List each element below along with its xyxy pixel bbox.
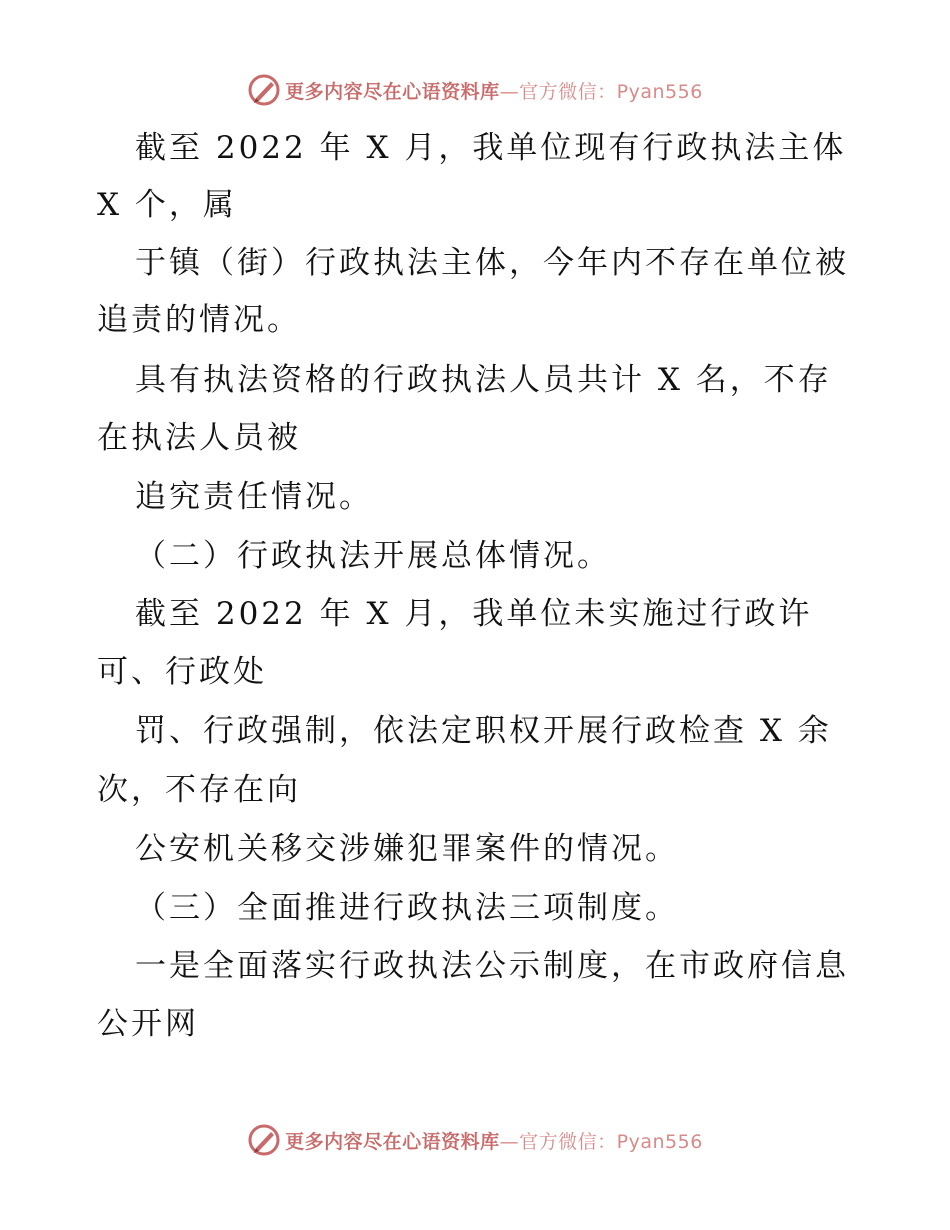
paragraph-line: 于镇（街）行政执法主体，今年内不存在单位被	[135, 245, 849, 281]
section-heading: （二）行政执法开展总体情况。	[135, 538, 611, 574]
pen-logo-icon	[247, 1123, 281, 1157]
watermark-suffix: 官方微信：Pyan556	[519, 1130, 703, 1153]
paragraph-line: 追责的情况。	[97, 302, 301, 338]
paragraph-line: 追究责任情况。	[135, 479, 373, 515]
watermark-text	[285, 1127, 703, 1154]
watermark-brand: 更多内容尽在心语资料库	[285, 1130, 500, 1153]
paragraph-line: 次，不存在向	[97, 772, 301, 808]
paragraph-line: X 个，属	[97, 187, 237, 223]
paragraph-line: 公开网	[97, 1006, 199, 1042]
paragraph-line: 截至 2022 年 X 月，我单位未实施过行政许	[135, 596, 813, 632]
paragraph-line: 在执法人员被	[97, 420, 301, 456]
paragraph-line: 罚、行政强制，依法定职权开展行政检查 X 余	[135, 713, 832, 749]
paragraph-line: 公安机关移交涉嫌犯罪案件的情况。	[135, 831, 679, 867]
watermark-dash: —	[499, 80, 520, 103]
paragraph-line: 一是全面落实行政执法公示制度，在市政府信息	[135, 948, 849, 984]
footer-watermark	[0, 1120, 950, 1160]
watermark-brand: 更多内容尽在心语资料库	[285, 80, 500, 103]
paragraph-line: 截至 2022 年 X 月，我单位现有行政执法主体	[135, 130, 847, 166]
paragraph-line: 可、行政处	[97, 654, 267, 690]
watermark-dash: —	[499, 1130, 520, 1153]
paragraph-line: 具有执法资格的行政执法人员共计 X 名，不存	[135, 362, 832, 398]
watermark-suffix: 官方微信：Pyan556	[519, 80, 703, 103]
section-heading: （三）全面推进行政执法三项制度。	[135, 890, 679, 926]
